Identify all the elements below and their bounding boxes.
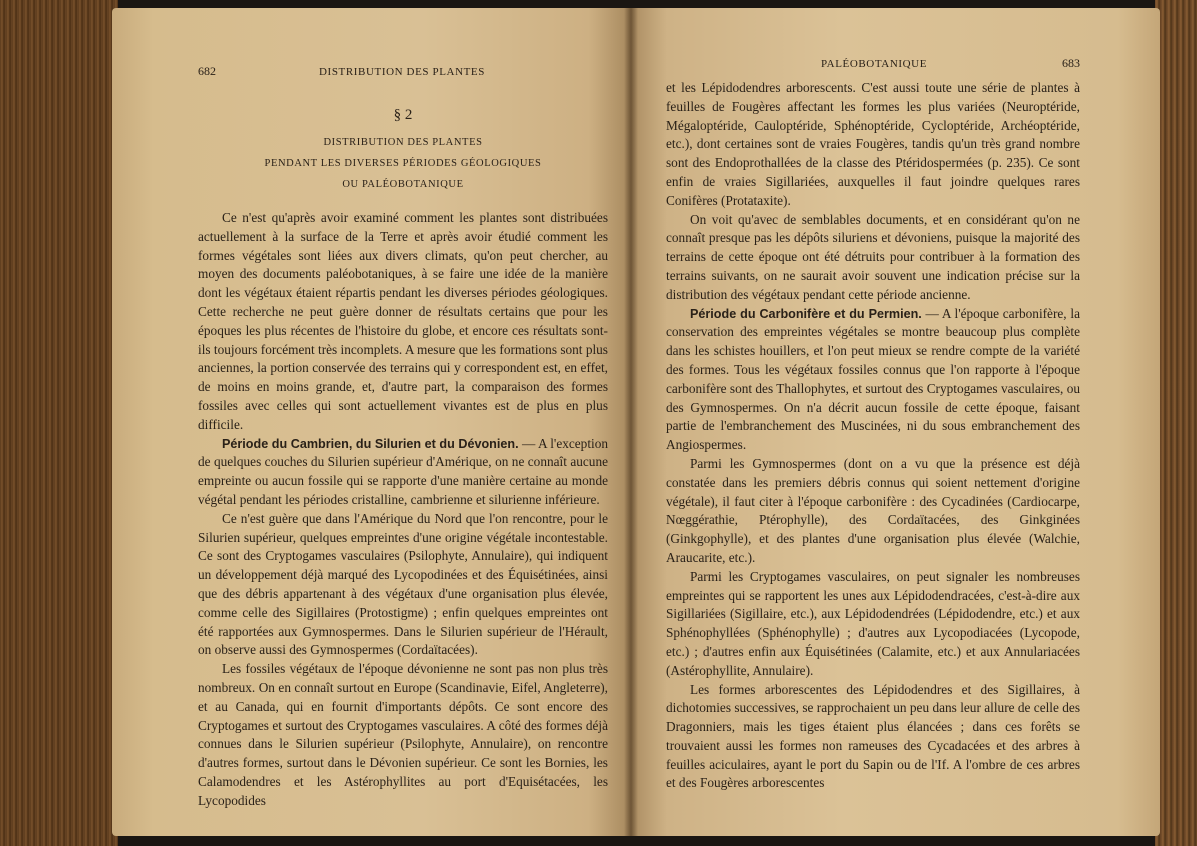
running-head-right <box>666 56 1080 71</box>
paragraph-text: Parmi les Cryptogames vasculaires, on peut signaler les nombreuses empreintes qui se rapportent les unes aux Lépidodendracées, c'est-à-dire aux Sigillariées (Sigillaire, etc.), aux Lépidodendrées (Lépidodendre, etc.) et aux Sphénophyllées (Sphénophylle) ; d'autres aux Lycopodiacées (Lycopode, etc.) ; d'autres enfin aux Équisétinées (Calamite, etc.) et aux Annulariacées (Astérophyllite, Annulaire). <box>666 568 1080 678</box>
paragraph-text: et les Lépidodendres arborescents. C'est aussi toute une série de plantes à feuilles de Fougères affectant les formes les plus variées (Neuroptéride, Mégaloptéride, Cauloptéride, Sphénoptéride, Cycloptéride, Archéoptéride, etc.), dont certaines sont de vraies Fougères, tandis qu'un très grand nombre sont des Endoprothallées de la classe des Ptéridospermées (p. 235). Ce sont enfin de vraies Sigillariées, auxquelles il faut joindre quelques rares Conifères (Protataxite). <box>666 80 1080 208</box>
right-page <box>630 8 1160 836</box>
paragraph <box>198 209 608 435</box>
book-gutter <box>624 8 638 836</box>
paragraph-text: On voit qu'avec de semblables documents, et en considérant qu'on ne connaît presque pas les dépôts siluriens et dévoniens, puisque la majorité des terrains de cette époque ont été détruits pour contribuer à la formation des terrains suivants, on ne saurait avoir souvent une indication précise sur la distribution des végétaux pendant cette période ancienne. <box>666 211 1080 302</box>
left-page-body <box>198 209 608 811</box>
paragraph <box>666 681 1080 794</box>
running-head-left <box>198 64 608 79</box>
paragraph <box>198 510 608 660</box>
page-number-left: 682 <box>198 64 216 78</box>
paragraph-text: — A l'exception de quelques couches du Silurien supérieur d'Amérique, on ne connaît aucune empreinte ou aucun fossile qui se rapporte d'une manière certaine au monde végétal pendant les périodes cristalline, cambrienne et silurienne inférieure. <box>198 435 609 507</box>
section-mark: § 2 <box>393 107 413 123</box>
left-page <box>112 8 630 836</box>
right-page-body <box>666 79 1080 793</box>
period-heading: Période du Carbonifère et du Permien. <box>690 306 922 321</box>
period-heading: Période du Cambrien, du Silurien et du Dévonien. <box>222 436 519 451</box>
section-title-line: DISTRIBUTION DES PLANTES <box>323 137 483 148</box>
book-fore-edge-right <box>1155 0 1197 846</box>
running-head-title-right: PALÉOBOTANIQUE <box>820 58 928 70</box>
paragraph <box>198 435 608 510</box>
paragraph <box>666 455 1080 568</box>
paragraph-text: Les fossiles végétaux de l'époque dévonienne ne sont pas non plus très nombreux. On en connaît surtout en Europe (Scandinavie, Eifel, Angleterre), et au Canada, qui en fournit d'importants dépôts. Ce sont encore des Cryptogames et surtout des Cryptogames vasculaires. A côté des formes déjà connues dans le Silurien supérieur (Psilophyte, Annulaire), on rencontre d'autres formes, surtout dans le Dévonien supérieur. Ce sont les Bornies, les Calamodendres et les Astérophyllites au port d'Equisétacées, les Lycopodides <box>198 661 608 808</box>
running-head-title-left: DISTRIBUTION DES PLANTES <box>319 66 485 78</box>
paragraph <box>198 660 608 810</box>
page-number-right: 683 <box>1062 56 1080 70</box>
paragraph-text: Les formes arborescentes des Lépidodendres et des Sigillaires, à dichotomies successives, se rapprochaient un peu dans leur allure de celle des Dragonniers, mais les tiges étaient plus élancées ; dans ces forêts se trouvaient aussi les formes non rameuses des Cycadacées et des arbres à feuilles aciculaires, ayant le port du Sapin ou de l'If. A l'ombre de ces arbres et des Fougères arborescentes <box>666 681 1080 791</box>
paragraph <box>666 305 1080 455</box>
paragraph-text: Ce n'est qu'après avoir examiné comment les plantes sont distribuées actuellement à la surface de la Terre et après avoir étudié comment les formes végétales sont liées aux divers climats, qu'on peut chercher, au moyen des documents paléobotaniques, à se faire une idée de la manière dont les végétaux étaient répartis pendant les diverses périodes géologiques. Cette recherche ne peut guère donner de résultats certains que pour les époques les plus récentes de l'histoire du globe, et encore ces résultats sont-ils toujours forcément très incomplets. A mesure que les formations sont plus anciennes, la portion conservée des terrains qui y correspondent est, en effet, de moins en moins grande, et, d'autre part, la comparaison des formes fossiles avec celles qui sont actuellement vivantes est de plus en plus difficile. <box>198 210 608 432</box>
paragraph <box>666 79 1080 211</box>
section-title-line: PENDANT LES DIVERSES PÉRIODES GÉOLOGIQUES <box>264 158 542 169</box>
section-title <box>198 132 608 195</box>
book-fore-edge-left <box>0 0 118 846</box>
section-title-line: OU PALÉOBOTANIQUE <box>342 179 464 190</box>
paragraph-text: Parmi les Gymnospermes (dont on a vu que la présence est déjà constatée dans les premiers débris connus qui soient nettement d'origine végétale), il faut citer à l'époque carbonifère : des Cycadinées (Cardiocarpe, Nœggérathie, Ptérophylle), des Cordaïtacées, des Ginkginées (Ginkgophylle), et des plantes d'une organisation plus élevée (Walchie, Araucarite, etc.). <box>666 455 1080 565</box>
paragraph-text: — A l'époque carbonifère, la conservation des empreintes végétales se montre beaucoup plus complète dans les schistes houillers, et l'on peut mieux se rendre compte de la variété des formes. Tous les végétaux fossiles connus que l'on rapporte à l'époque carbonifère sont des Thallophytes, et surtout des Cryptogames vasculaires, ou des Gymnospermes. On n'a décrit aucun fossile de cette époque, faisant partie de l'embranchement des Muscinées, ni du sous embranchement des Angiospermes. <box>666 305 1080 453</box>
paragraph <box>666 568 1080 681</box>
paragraph <box>666 211 1080 305</box>
paragraph-text: Ce n'est guère que dans l'Amérique du Nord que l'on rencontre, pour le Silurien supérieur, quelques empreintes d'une origine végétale incontestable. Ce sont des Cryptogames vasculaires (Psilophyte, Annulaire), qui indiquent un développement déjà marqué des Lycopodinées et des Équisétinées, ainsi que des débris appartenant à des végétaux d'une organisation plus élevée, comme celle des Sigillaires (Protostigme) ; enfin quelques empreintes ont été rapportées aux Gymnospermes. Dans le Silurien supérieur de l'Hérault, on observe aussi des Gymnospermes (Cordaïtacées). <box>198 510 608 658</box>
